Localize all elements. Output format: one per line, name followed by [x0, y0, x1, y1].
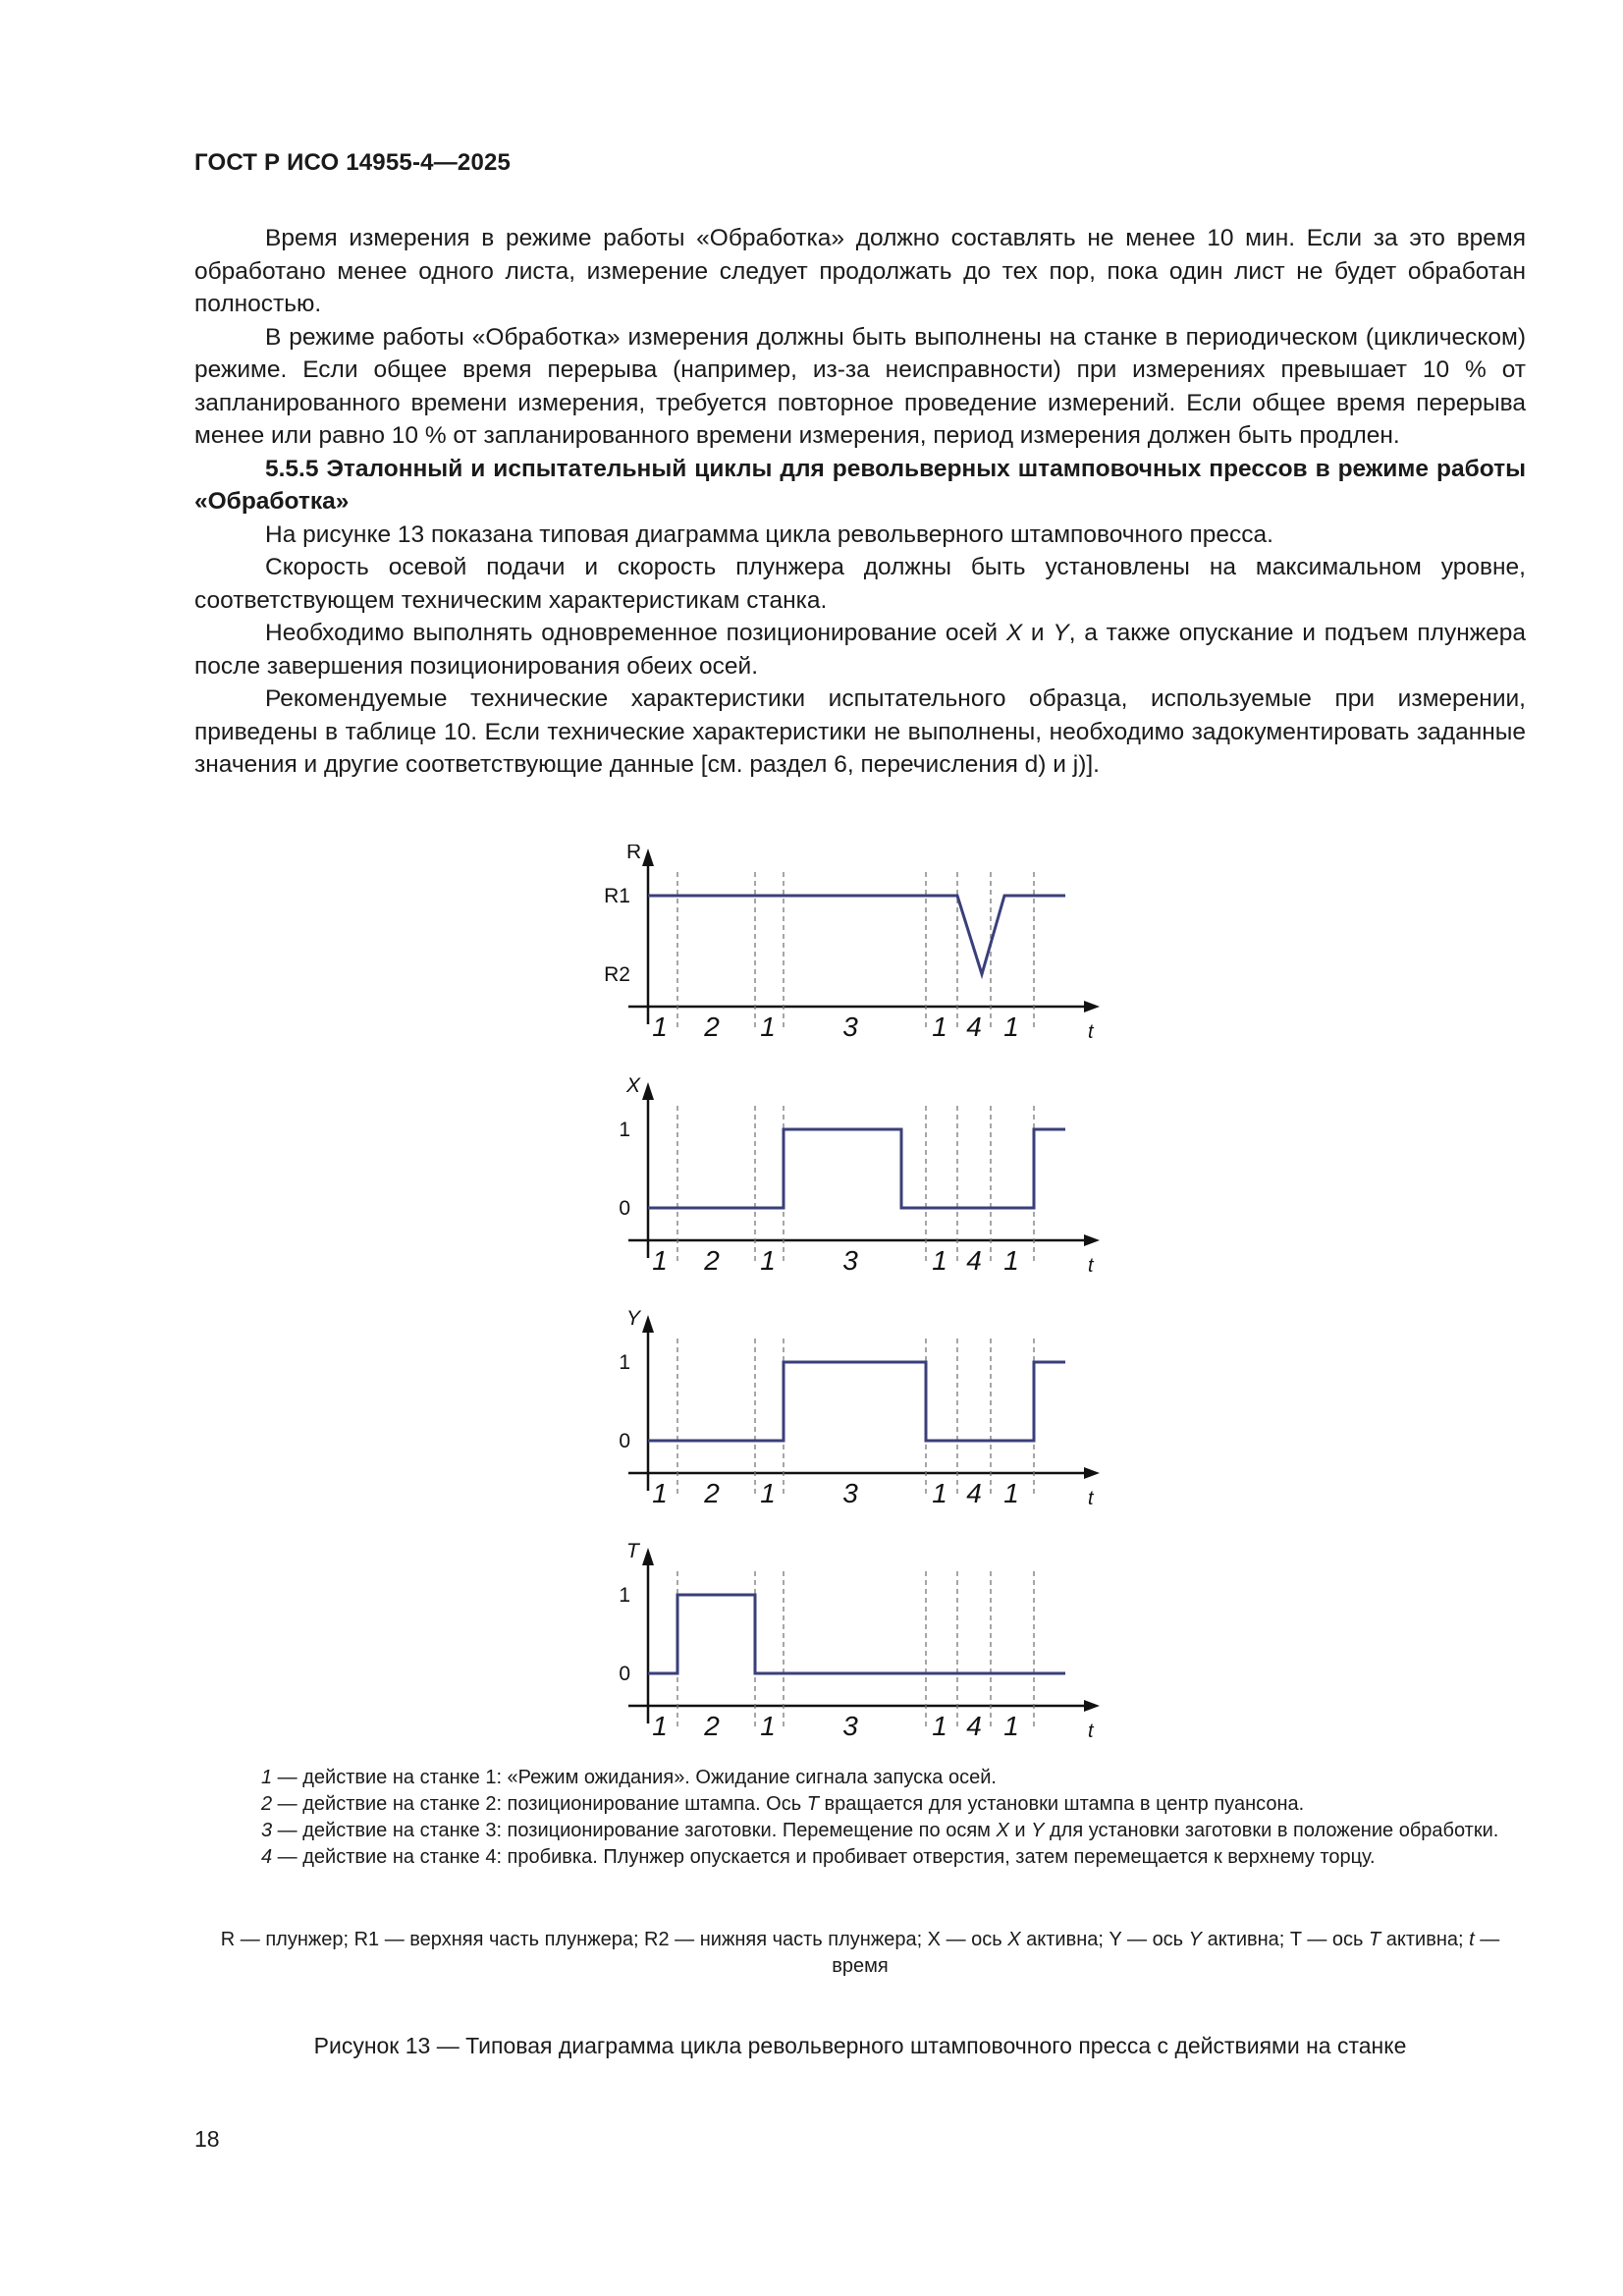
figure-caption: Рисунок 13 — Типовая диаграмма цикла револьверного штамповочного пресса с действиями на станке	[313, 2033, 1407, 2058]
y-tick-label: R1	[604, 885, 630, 907]
paragraph: Скорость осевой подачи и скорость плунжера должны быть установлены на максимальном уровне, соответствующем техническим характеристикам станка.	[194, 554, 1526, 614]
y-axis-arrow	[642, 1548, 654, 1565]
phase-label: 3	[842, 1245, 858, 1276]
phase-label: 4	[966, 1245, 982, 1276]
signal-trace	[648, 1129, 1065, 1208]
note-text: — действие на станке 2: позиционирование штампа. Ось	[272, 1793, 807, 1815]
y-axis-label: T	[626, 1540, 639, 1562]
phase-label: 1	[652, 1011, 668, 1042]
y-tick-label: 1	[619, 1584, 630, 1607]
phase-label: 1	[652, 1245, 668, 1276]
note-number: 1	[261, 1767, 273, 1788]
note-text: для установки заготовки в положение обработки.	[1044, 1820, 1499, 1841]
figure-notes	[194, 1765, 1526, 1871]
legend-text: активна; Y — ось	[1020, 1929, 1189, 1950]
x-axis-label: t	[1088, 1255, 1094, 1277]
phase-label: 2	[704, 1711, 720, 1741]
note-number: 3	[261, 1820, 273, 1841]
signal-trace	[648, 1362, 1065, 1441]
x-axis-label: t	[1088, 1021, 1094, 1043]
y-axis-label: R	[626, 845, 642, 863]
legend-text: — время	[832, 1929, 1500, 1977]
y-tick-label: 0	[619, 1430, 630, 1452]
axis-symbol: X	[1007, 1929, 1021, 1950]
text-run: и	[1022, 620, 1054, 646]
body-text	[194, 222, 1526, 782]
phase-label: 1	[1003, 1711, 1019, 1741]
y-tick-label: 0	[619, 1663, 630, 1685]
phase-label: 3	[842, 1011, 858, 1042]
note-item	[194, 1791, 1526, 1818]
phase-label: 1	[932, 1245, 947, 1276]
cycle-diagram	[550, 845, 1100, 1748]
note-text: — действие на станке 3: позиционирование заготовки. Перемещение по осям	[272, 1820, 997, 1841]
y-axis-arrow	[642, 848, 654, 866]
x-axis-label: t	[1088, 1488, 1094, 1509]
phase-label: 2	[704, 1478, 720, 1508]
x-axis-label: t	[1088, 1721, 1094, 1742]
document-header: ГОСТ Р ИСО 14955-4—2025	[194, 149, 512, 176]
phase-label: 1	[652, 1711, 668, 1741]
phase-label: 1	[760, 1711, 776, 1741]
paragraph: На рисунке 13 показана типовая диаграмма цикла револьверного штамповочного пресса.	[265, 520, 1273, 548]
y-tick-label: 0	[619, 1197, 630, 1220]
x-axis-arrow	[1084, 1467, 1100, 1479]
phase-label: 1	[1003, 1478, 1019, 1508]
phase-label: 2	[704, 1011, 720, 1042]
phase-label: 1	[932, 1011, 947, 1042]
note-text: — действие на станке 4: пробивка. Плунжер опускается и пробивает отверстия, затем перемещается к верхнему торцу.	[272, 1846, 1376, 1868]
axis-symbol: X	[1005, 620, 1023, 646]
phase-label: 1	[932, 1711, 947, 1741]
note-text: вращается для установки штампа в центр пуансона.	[818, 1793, 1305, 1815]
note-item	[194, 1844, 1526, 1871]
paragraph: Время измерения в режиме работы «Обработка» должно составлять не менее 10 мин. Если за это время обработано менее одного листа, измерение следует продолжать до тех пор, пока один лист не будет обработан полностью.	[194, 225, 1526, 317]
paragraph: В режиме работы «Обработка» измерения должны быть выполнены на станке в периодическом (циклическом) режиме. Если общее время перерыва (например, из-за неисправности) при измерениях превышает 10 % от запланированного времени измерения, требуется повторное проведение измерений. Если общее время перерыва менее или равно 10 % от запланированного времени измерения, период измерения должен быть продлен.	[194, 323, 1526, 449]
phase-label: 2	[704, 1245, 720, 1276]
phase-label: 1	[760, 1245, 776, 1276]
phase-label: 4	[966, 1711, 982, 1741]
x-axis-arrow	[1084, 1001, 1100, 1012]
note-item	[194, 1818, 1526, 1844]
legend-text: активна; T — ось	[1202, 1929, 1369, 1950]
y-axis-label: X	[626, 1074, 641, 1097]
y-axis-label: Y	[626, 1307, 641, 1330]
paragraph: Рекомендуемые технические характеристики испытательного образца, используемые при измерении, приведены в таблице 10. Если технические характеристики не выполнены, необходимо задокументировать заданные значения и другие соответствующие данные [см. раздел 6, перечисления d) и j)].	[194, 685, 1526, 778]
phase-label: 3	[842, 1711, 858, 1741]
phase-label: 1	[932, 1478, 947, 1508]
phase-label: 1	[1003, 1245, 1019, 1276]
cycle-diagram-svg	[550, 845, 1100, 1748]
figure-legend	[194, 1927, 1526, 1980]
paragraph	[194, 617, 1526, 683]
axis-symbol: t	[1469, 1929, 1475, 1950]
legend-text: R — плунжер; R1 — верхняя часть плунжера; R2 — нижняя часть плунжера; X — ось	[220, 1929, 1008, 1950]
x-axis-arrow	[1084, 1234, 1100, 1246]
axis-symbol: Y	[1031, 1820, 1045, 1841]
phase-label: 1	[1003, 1011, 1019, 1042]
note-number: 4	[261, 1846, 273, 1868]
signal-trace	[648, 1595, 1065, 1673]
y-tick-label: 1	[619, 1351, 630, 1374]
axis-symbol: Y	[1188, 1929, 1203, 1950]
x-axis-arrow	[1084, 1700, 1100, 1712]
signal-trace	[648, 896, 1065, 974]
legend-text: активна;	[1380, 1929, 1470, 1950]
text-run: Необходимо выполнять одновременное позиционирование осей	[265, 620, 1006, 646]
y-axis-arrow	[642, 1082, 654, 1100]
note-text: — действие на станке 1: «Режим ожидания». Ожидание сигнала запуска осей.	[272, 1767, 997, 1788]
phase-label: 3	[842, 1478, 858, 1508]
phase-label: 1	[652, 1478, 668, 1508]
text-run: , а также опускание и подъем плунжера после завершения позиционирования обеих осей.	[194, 620, 1526, 680]
phase-label: 1	[760, 1478, 776, 1508]
phase-label: 4	[966, 1478, 982, 1508]
axis-symbol: X	[996, 1820, 1009, 1841]
section-heading: 5.5.5 Эталонный и испытательный циклы для револьверных штамповочных прессов в режиме работы «Обработка»	[194, 455, 1526, 515]
page-number: 18	[194, 2126, 220, 2152]
phase-label: 4	[966, 1011, 982, 1042]
axis-symbol: Y	[1053, 620, 1069, 646]
note-item	[194, 1765, 1526, 1791]
axis-symbol: T	[806, 1793, 819, 1815]
axis-symbol: T	[1368, 1929, 1381, 1950]
note-text: и	[1008, 1820, 1032, 1841]
phase-label: 1	[760, 1011, 776, 1042]
y-tick-label: 1	[619, 1119, 630, 1141]
y-tick-label: R2	[604, 963, 630, 986]
y-axis-arrow	[642, 1315, 654, 1333]
note-number: 2	[261, 1793, 273, 1815]
